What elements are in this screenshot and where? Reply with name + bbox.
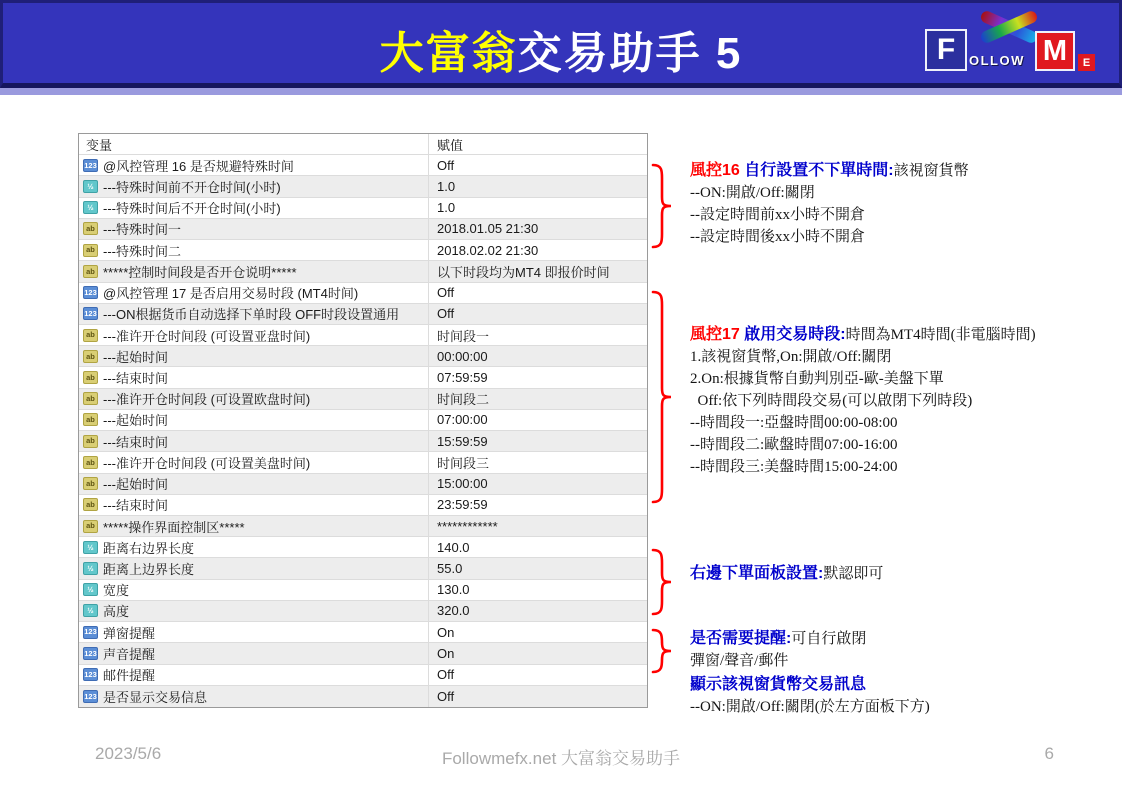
annotation-segment: 默認即可 <box>823 566 884 582</box>
annotation-line <box>690 412 1036 434</box>
annotation-segment: 可自行啟閉 <box>791 631 867 647</box>
string-type-icon: ab <box>83 456 98 469</box>
param-name: ---特殊时间二 <box>103 243 181 259</box>
table-row <box>79 537 647 558</box>
header-value: 赋值 <box>437 137 464 153</box>
annotation-fengkong16 <box>690 160 969 248</box>
double-type-icon: ½ <box>83 562 98 575</box>
annotation-line <box>690 650 866 672</box>
table-row <box>79 176 647 197</box>
banner-shadow-strip <box>0 88 1122 95</box>
annotation-segment: 時間為MT4時間(非電腦時間) <box>845 327 1036 343</box>
annotation-segment: 自行設置不下單時間: <box>744 162 894 179</box>
table-row <box>79 601 647 622</box>
param-value-cell: 320.0 <box>437 603 470 619</box>
param-name-cell <box>79 622 429 642</box>
slide-title-yellow: 大富翁 <box>379 29 518 78</box>
param-name: 是否显示交易信息 <box>103 689 208 705</box>
integer-type-icon: 123 <box>83 626 98 639</box>
param-name-cell <box>79 198 429 218</box>
annotation-trade-info <box>690 674 930 718</box>
string-type-icon: ab <box>83 329 98 342</box>
integer-type-icon: 123 <box>83 668 98 681</box>
string-type-icon: ab <box>83 222 98 235</box>
table-row <box>79 240 647 261</box>
param-name: 邮件提醒 <box>103 668 156 684</box>
annotation-panel-settings <box>690 563 883 585</box>
param-name: ---ON根据货币自动选择下单时段 OFF时段设置通用 <box>103 307 400 323</box>
slide-title-white: 交易助手 5 <box>517 29 743 78</box>
table-row <box>79 643 647 664</box>
string-type-icon: ab <box>83 392 98 405</box>
logo-letter-m: M <box>1035 31 1075 71</box>
param-value-cell: 140.0 <box>437 539 470 555</box>
param-name-cell <box>79 452 429 472</box>
param-name-cell <box>79 155 429 175</box>
table-row <box>79 474 647 495</box>
annotation-line <box>690 346 1036 368</box>
annotation-line <box>690 674 930 696</box>
annotation-segment: --時間段二:歐盤時間07:00-16:00 <box>690 437 898 453</box>
param-name-cell <box>79 516 429 536</box>
string-type-icon: ab <box>83 350 98 363</box>
table-row <box>79 686 647 707</box>
slide-footer-text: Followmefx.net 大富翁交易助手 <box>441 749 681 768</box>
param-name: ---准许开仓时间段 (可设置欧盘时间) <box>103 392 311 408</box>
param-value-cell: 23:59:59 <box>437 497 488 513</box>
string-type-icon: ab <box>83 435 98 448</box>
annotation-line <box>690 324 1036 346</box>
annotation-line <box>690 628 866 650</box>
table-row <box>79 452 647 473</box>
annotation-segment: --ON:開啟/Off:關閉 <box>690 185 815 201</box>
table-row <box>79 304 647 325</box>
annotation-line <box>690 182 969 204</box>
string-type-icon: ab <box>83 244 98 257</box>
table-row <box>79 580 647 601</box>
slide-page-number: 6 <box>1044 744 1054 763</box>
double-type-icon: ½ <box>83 541 98 554</box>
annotation-line <box>690 390 1036 412</box>
table-row <box>79 516 647 537</box>
param-name: ---起始时间 <box>103 349 168 365</box>
param-name: @风控管理 17 是否启用交易时段 (MT4时间) <box>103 286 359 302</box>
annotation-brace-2 <box>648 289 676 505</box>
param-name-cell <box>79 261 429 281</box>
integer-type-icon: 123 <box>83 690 98 703</box>
param-value-cell: On <box>437 645 455 661</box>
param-name: ---结束时间 <box>103 371 168 387</box>
string-type-icon: ab <box>83 265 98 278</box>
annotation-line <box>690 160 969 182</box>
table-row <box>79 495 647 516</box>
param-name: @风控管理 16 是否规避特殊时间 <box>103 158 294 174</box>
integer-type-icon: 123 <box>83 307 98 320</box>
annotation-brace-3 <box>648 547 676 617</box>
param-value-cell: 15:59:59 <box>437 433 488 449</box>
param-value-cell: Off <box>437 667 455 683</box>
table-header-row <box>79 134 647 155</box>
annotation-line <box>690 456 1036 478</box>
param-name-cell <box>79 580 429 600</box>
param-value-cell: 时间段一 <box>437 328 490 344</box>
string-type-icon: ab <box>83 520 98 533</box>
annotation-segment: --設定時間前xx小時不開倉 <box>690 207 865 223</box>
annotation-line <box>690 368 1036 390</box>
param-value-cell: 55.0 <box>437 561 463 577</box>
table-row <box>79 389 647 410</box>
mt4-inputs-table <box>78 133 648 708</box>
annotation-line <box>690 434 1036 456</box>
table-row <box>79 410 647 431</box>
param-name: ---结束时间 <box>103 498 168 514</box>
param-value-cell: Off <box>437 285 455 301</box>
param-value-cell: 2018.01.05 21:30 <box>437 221 539 237</box>
param-name-cell <box>79 431 429 451</box>
param-name: ---特殊时间一 <box>103 222 181 238</box>
param-name-cell <box>79 410 429 430</box>
header-variable: 变量 <box>79 134 429 154</box>
param-name-cell <box>79 601 429 621</box>
param-value-cell: 2018.02.02 21:30 <box>437 242 539 258</box>
param-name-cell <box>79 367 429 387</box>
double-type-icon: ½ <box>83 180 98 193</box>
param-value-cell: 时间段二 <box>437 392 490 408</box>
annotation-line <box>690 563 883 585</box>
param-name-cell <box>79 558 429 578</box>
annotation-segment: --ON:開啟/Off:關閉(於左方面板下方) <box>690 699 930 715</box>
annotation-segment: --時間段三:美盤時間15:00-24:00 <box>690 459 898 475</box>
table-row <box>79 346 647 367</box>
param-value-cell: On <box>437 624 455 640</box>
annotation-segment: 該視窗貨幣 <box>893 163 969 179</box>
param-name-cell <box>79 474 429 494</box>
table-row <box>79 622 647 643</box>
param-name-cell <box>79 346 429 366</box>
param-value-cell: 1.0 <box>437 200 456 216</box>
table-row <box>79 155 647 176</box>
annotation-segment: 是否需要提醒: <box>690 630 792 647</box>
table-row <box>79 198 647 219</box>
annotation-brace-1 <box>648 162 676 250</box>
annotation-segment: --時間段一:亞盤時間00:00-08:00 <box>690 415 898 431</box>
string-type-icon: ab <box>83 371 98 384</box>
param-value-cell: 07:59:59 <box>437 370 488 386</box>
annotation-segment: Off:依下列時間段交易(可以啟閉下列時段) <box>690 393 973 409</box>
param-value-cell: Off <box>437 157 455 173</box>
annotation-segment: 右邊下單面板設置: <box>690 565 824 582</box>
param-name: 高度 <box>103 604 130 620</box>
param-name-cell <box>79 495 429 515</box>
annotation-segment: 彈窗/聲音/郵件 <box>690 653 789 669</box>
param-value-cell: 15:00:00 <box>437 476 488 492</box>
param-value-cell: 以下时段均为MT4 即报价时间 <box>437 264 610 280</box>
param-name-cell <box>79 665 429 685</box>
param-value-cell: ************ <box>437 518 498 534</box>
table-row <box>79 367 647 388</box>
param-name: *****控制时间段是否开仓说明***** <box>103 264 297 280</box>
param-value-cell: 130.0 <box>437 582 470 598</box>
param-name: ---特殊时间前不开仓时间(小时) <box>103 180 281 196</box>
param-name-cell <box>79 304 429 324</box>
param-name-cell <box>79 283 429 303</box>
title-banner <box>0 0 1122 88</box>
param-name-cell <box>79 389 429 409</box>
param-name-cell <box>79 537 429 557</box>
annotation-segment: 顯示該視窗貨幣交易訊息 <box>690 676 867 693</box>
param-name-cell <box>79 325 429 345</box>
param-name: 宽度 <box>103 583 130 599</box>
param-value-cell: 07:00:00 <box>437 412 488 428</box>
table-row <box>79 219 647 240</box>
followme-logo <box>925 13 1103 83</box>
table-row <box>79 325 647 346</box>
param-name-cell <box>79 240 429 260</box>
annotation-line <box>690 226 969 248</box>
logo-letter-e: E <box>1078 54 1095 71</box>
logo-letter-f: F <box>925 29 967 71</box>
string-type-icon: ab <box>83 498 98 511</box>
annotation-line <box>690 204 969 226</box>
param-name: *****操作界面控制区***** <box>103 519 245 535</box>
table-row <box>79 431 647 452</box>
string-type-icon: ab <box>83 477 98 490</box>
slide-date: 2023/5/6 <box>95 744 162 763</box>
annotation-segment: --設定時間後xx小時不開倉 <box>690 229 865 245</box>
param-name: 距离上边界长度 <box>103 562 195 578</box>
param-name-cell <box>79 176 429 196</box>
param-value-cell: Off <box>437 306 455 322</box>
param-value-cell: 00:00:00 <box>437 348 488 364</box>
param-name-cell <box>79 219 429 239</box>
param-value-cell: 1.0 <box>437 179 456 195</box>
integer-type-icon: 123 <box>83 159 98 172</box>
annotation-segment: 風控16 <box>690 162 745 179</box>
logo-ribbon-x-icon <box>977 11 1041 43</box>
param-name: ---结束时间 <box>103 434 168 450</box>
annotation-line <box>690 696 930 718</box>
param-name: 声音提醒 <box>103 646 156 662</box>
annotation-alerts <box>690 628 866 672</box>
logo-letters-ollow: OLLOW <box>969 53 1025 68</box>
table-row <box>79 665 647 686</box>
integer-type-icon: 123 <box>83 647 98 660</box>
double-type-icon: ½ <box>83 583 98 596</box>
param-name-cell <box>79 686 429 707</box>
param-name: 弹窗提醒 <box>103 625 156 641</box>
param-value-cell: Off <box>437 688 455 704</box>
param-name: ---起始时间 <box>103 413 168 429</box>
param-name: 距离右边界长度 <box>103 540 195 556</box>
annotation-segment: 1.該視窗貨幣,On:開啟/Off:關閉 <box>690 349 892 365</box>
param-value-cell: 时间段三 <box>437 455 490 471</box>
param-name: ---特殊时间后不开仓时间(小时) <box>103 201 281 217</box>
annotation-segment: 2.On:根據貨幣自動判別亞-歐-美盤下單 <box>690 371 944 387</box>
param-name: ---准许开仓时间段 (可设置美盘时间) <box>103 455 311 471</box>
annotation-brace-4 <box>648 627 676 675</box>
table-row <box>79 558 647 579</box>
string-type-icon: ab <box>83 413 98 426</box>
param-name: ---起始时间 <box>103 477 168 493</box>
param-name-cell <box>79 643 429 663</box>
param-name: ---准许开仓时间段 (可设置亚盘时间) <box>103 328 311 344</box>
table-row <box>79 261 647 282</box>
annotation-fengkong17 <box>690 324 1036 478</box>
table-row <box>79 283 647 304</box>
annotation-segment: 啟用交易時段: <box>744 326 846 343</box>
annotation-segment: 風控17 <box>690 326 745 343</box>
double-type-icon: ½ <box>83 604 98 617</box>
double-type-icon: ½ <box>83 201 98 214</box>
integer-type-icon: 123 <box>83 286 98 299</box>
